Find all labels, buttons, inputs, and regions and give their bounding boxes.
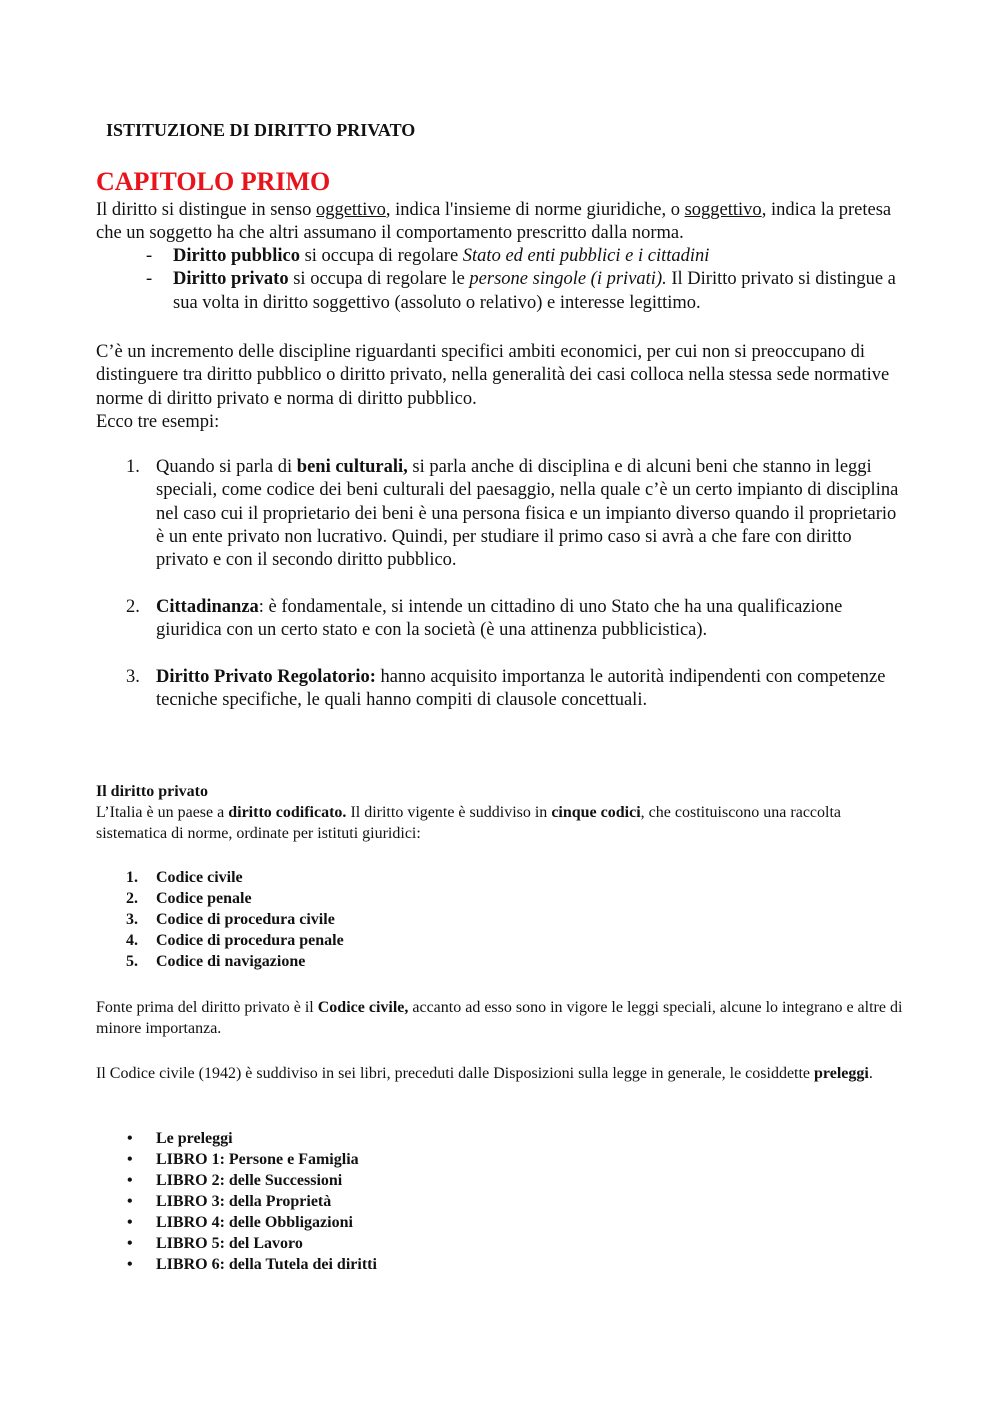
term-bold: beni culturali, (296, 457, 408, 477)
list-item (96, 1149, 908, 1170)
list-item (96, 1233, 908, 1254)
bullet-icon: • (127, 1193, 133, 1210)
codification-paragraph (96, 802, 908, 844)
item-label: LIBRO 3: della Proprietà (156, 1193, 332, 1210)
item-text: : è fondamentale, si intende un cittadino di uno Stato che ha una qualificazione giuridica con un certo stato e con la società (è una attinenza pubblicistica). (156, 596, 843, 641)
item-label: Codice di procedura penale (156, 932, 344, 949)
term-bold: Codice civile, (317, 999, 409, 1016)
section-heading-diritto-privato: Il diritto privato (96, 783, 208, 800)
examples-intro: Ecco tre esempi: (96, 411, 220, 432)
item-label: LIBRO 1: Persone e Famiglia (156, 1151, 359, 1168)
item-italic: persone singole (i privati). (469, 269, 667, 290)
item-number: 1. (126, 457, 140, 477)
term-bold: Diritto pubblico (173, 246, 300, 266)
document-title: ISTITUZIONE DI DIRITTO PRIVATO (106, 120, 416, 140)
item-text: hanno acquisito importanza le autorità indipendenti con competenze tecniche specifiche, le quali hanno compiti di clausole concettuali. (156, 666, 886, 710)
list-item (96, 1212, 908, 1233)
item-label: Codice di procedura civile (156, 911, 335, 928)
item-number: 5. (126, 953, 138, 970)
books-list (96, 1128, 908, 1275)
dash-list (96, 245, 908, 315)
bullet-icon: • (127, 1256, 133, 1273)
item-text: si parla anche di disciplina e di alcuni beni che stanno in leggi speciali, come codice dei beni culturali del paesaggio, nella quale c’è un certo impianto di disciplina nel caso cui il proprietario dei beni è una persona fisica e un impianto diverso quando il proprietario è un ente privato non lucrativo. Quindi, per studiare il primo caso si avrà a che fare con diritto privato e con il secondo diritto pubblico. (156, 457, 899, 571)
item-number: 3. (126, 666, 140, 687)
text: Fonte prima del diritto privato è il (96, 999, 318, 1016)
list-item-diritto-pubblico (96, 245, 908, 268)
text: . (868, 1065, 873, 1082)
intro-text-1: Il diritto si distingue in senso (96, 200, 316, 220)
list-item (96, 1128, 908, 1149)
text: L’Italia è un paese a (96, 804, 229, 821)
examples-list (96, 456, 908, 736)
chapter-heading: CAPITOLO PRIMO (96, 167, 331, 196)
item-label: LIBRO 6: della Tutela dei diritti (156, 1256, 377, 1273)
bullet-icon: • (127, 1235, 133, 1252)
bullet-icon: • (127, 1151, 133, 1168)
text: Il Codice civile (1942) è suddiviso in sei libri, preceduti dalle Disposizioni sulla legge in generale, le cosiddette (96, 1065, 815, 1082)
paragraph-text: C’è un incremento delle discipline riguardanti specifici ambiti economici, per cui non si preoccupano di distinguere tra diritto pubblico o diritto privato, nella generalità dei casi colloca nella stessa sede normative norme di diritto privato e norma di diritto pubblico. (96, 342, 890, 409)
intro-paragraph (96, 199, 908, 246)
item-number: 4. (126, 932, 138, 949)
soggettivo-term: soggettivo (684, 200, 762, 220)
item-label: Codice civile (156, 869, 243, 886)
item-label: LIBRO 2: delle Successioni (156, 1172, 343, 1189)
item-label: Le preleggi (156, 1130, 233, 1147)
bullet-icon: • (127, 1130, 133, 1147)
intro-text-3: , indica la pretesa che un soggetto ha che altri assumano il comportamento prescritto dalla norma. (96, 200, 892, 244)
item-label: LIBRO 5: del Lavoro (156, 1235, 303, 1252)
text: Il diritto vigente è suddiviso in (346, 804, 552, 821)
example-item-regolatorio (96, 666, 908, 713)
list-item (96, 951, 908, 972)
fonte-paragraph (96, 997, 908, 1039)
list-item (96, 1191, 908, 1212)
list-item (96, 888, 908, 909)
term-bold: diritto codificato. (228, 804, 347, 821)
economic-disciplines-paragraph (96, 341, 908, 434)
item-label: Codice penale (156, 890, 252, 907)
item-rest: Il Diritto privato si distingue a sua volta in diritto soggettivo (assoluto o relativo) e interesse legittimo. (173, 269, 896, 313)
oggettivo-term: oggettivo (315, 200, 386, 220)
item-number: 1. (126, 869, 138, 886)
term-bold: preleggi (814, 1065, 869, 1082)
item-number: 2. (126, 596, 140, 617)
bullet-icon: • (127, 1214, 133, 1231)
codes-list (96, 867, 908, 972)
codice-civile-paragraph (96, 1063, 908, 1084)
term-bold: cinque codici (551, 804, 641, 821)
list-item-diritto-privato (96, 268, 908, 315)
item-text: si occupa di regolare le (288, 269, 470, 290)
intro-text-2: , indica l'insieme di norme giuridiche, o (385, 200, 685, 220)
item-pre: Quando si parla di (156, 457, 297, 477)
list-item (96, 1170, 908, 1191)
list-item (96, 909, 908, 930)
term-bold: Cittadinanza (156, 596, 259, 617)
example-item-beni-culturali (96, 456, 908, 572)
item-label: Codice di navigazione (156, 953, 306, 970)
list-item (96, 867, 908, 888)
item-number: 3. (126, 911, 138, 928)
text: , che costituiscono una raccolta sistematica di norme, ordinate per istituti giuridici: (96, 804, 842, 842)
item-label: LIBRO 4: delle Obbligazioni (156, 1214, 353, 1231)
term-bold: Diritto privato (173, 269, 289, 290)
term-bold: Diritto Privato Regolatorio: (156, 666, 376, 687)
item-text: si occupa di regolare (299, 246, 463, 266)
list-item (96, 1254, 908, 1275)
text: accanto ad esso sono in vigore le leggi speciali, alcune lo integrano e altre di minore importanza. (96, 999, 903, 1037)
list-item (96, 930, 908, 951)
bullet-icon: • (127, 1172, 133, 1189)
item-italic: Stato ed enti pubblici e i cittadini (462, 246, 710, 266)
item-number: 2. (126, 890, 138, 907)
example-item-cittadinanza (96, 596, 908, 643)
